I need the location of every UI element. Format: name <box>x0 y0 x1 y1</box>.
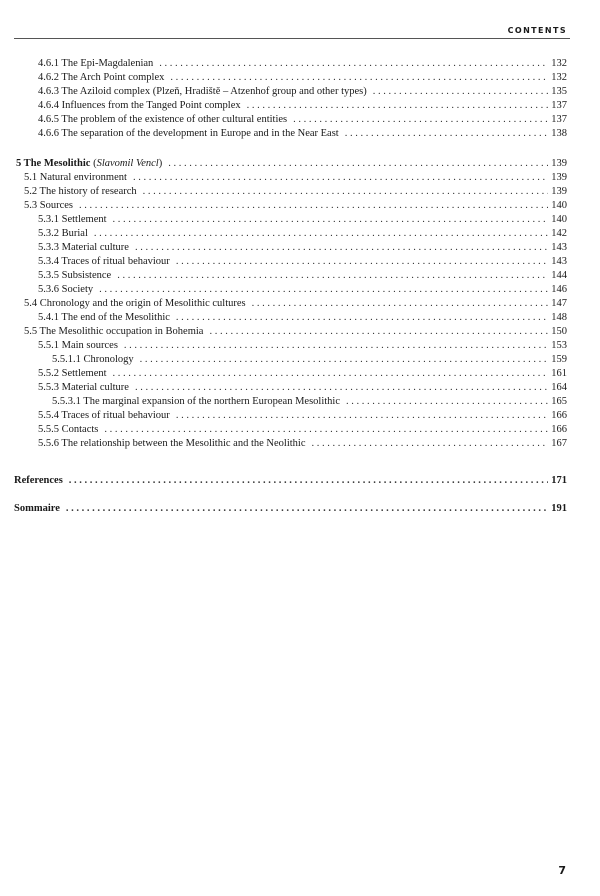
toc-entry-page: 161 <box>551 368 567 379</box>
toc-entry-label: 5.4.1 The end of the Mesolithic <box>38 312 170 323</box>
dot-leader <box>252 297 549 311</box>
dot-leader <box>140 353 549 367</box>
toc-entry-page: 164 <box>551 382 567 393</box>
toc-entry-page: 139 <box>551 172 567 183</box>
toc-entry-5-5-3-1 <box>52 395 567 409</box>
toc-entry-5-5-1-1 <box>52 353 567 367</box>
toc-entry-label: 5.4 Chronology and the origin of Mesolithic cultures <box>24 298 246 309</box>
dot-leader <box>346 395 548 409</box>
toc-entry-5-3-1 <box>38 213 567 227</box>
toc-entry-page: 191 <box>551 503 567 514</box>
dot-leader <box>66 502 548 516</box>
toc-entry-page: 148 <box>551 312 567 323</box>
toc-entry-label: 5 The Mesolithic (Slavomil Vencl) <box>16 158 163 169</box>
toc-entry-page: 137 <box>551 114 567 125</box>
toc-entry-5-5-2 <box>38 367 567 381</box>
toc-entry-page: 138 <box>551 128 567 139</box>
toc-entry-4-6-4 <box>38 99 567 113</box>
toc-entry-label: 4.6.5 The problem of the existence of other cultural entities <box>38 114 288 125</box>
toc-entry-page: 165 <box>551 396 567 407</box>
toc-entry-label: 5.5.2 Settlement <box>38 368 107 379</box>
toc-entry-5-4-1 <box>38 311 567 325</box>
toc-entry-4-6-3 <box>38 85 567 99</box>
toc-entry-page: 150 <box>551 326 567 337</box>
toc-entry-page: 140 <box>551 200 567 211</box>
dot-leader <box>79 199 548 213</box>
chapter-title: 5 The Mesolithic <box>16 158 94 169</box>
toc-entry-page: 140 <box>551 214 567 225</box>
dot-leader <box>170 71 548 85</box>
toc-entry-5-3-3 <box>38 241 567 255</box>
toc-entry-5-5-6 <box>38 437 567 451</box>
toc-entry-5-3-6 <box>38 283 567 297</box>
dot-leader <box>143 185 549 199</box>
toc-entry-page: 166 <box>551 410 567 421</box>
toc-entry-label: 5.3.6 Society <box>38 284 94 295</box>
dot-leader <box>247 99 549 113</box>
toc-entry-page: 167 <box>551 438 567 449</box>
toc-entry-5-5-1 <box>38 339 567 353</box>
toc-entry-label: 5.3 Sources <box>24 200 73 211</box>
toc-entry-label: References <box>14 475 63 486</box>
toc-entry-page: 171 <box>551 475 567 486</box>
toc-entry-4-6-2 <box>38 71 567 85</box>
dot-leader <box>135 241 548 255</box>
toc-entry-page: 144 <box>551 270 567 281</box>
toc-entry-label: 5.3.1 Settlement <box>38 214 107 225</box>
toc-entry-label: 5.5 The Mesolithic occupation in Bohemia <box>24 326 204 337</box>
dot-leader <box>94 227 548 241</box>
toc-entry-page: 132 <box>551 58 567 69</box>
toc-entry-5-5 <box>24 325 567 339</box>
dot-leader <box>113 367 549 381</box>
dot-leader <box>176 255 548 269</box>
toc-entry-5-3-5 <box>38 269 567 283</box>
dot-leader <box>293 113 548 127</box>
toc-entry-5-2 <box>24 185 567 199</box>
toc-entry-label: 5.3.4 Traces of ritual behaviour <box>38 256 170 267</box>
chapter-author: Slavomil Vencl <box>96 158 159 169</box>
toc-chapter-5 <box>16 157 567 171</box>
page-number: 7 <box>558 864 566 877</box>
toc-entry-page: 139 <box>551 158 567 169</box>
toc-entry-page: 137 <box>551 100 567 111</box>
toc-references <box>14 474 567 488</box>
toc-entry-label: 4.6.6 The separation of the development in Europe and in the Near East <box>38 128 339 139</box>
toc-entry-label: 5.5.5 Contacts <box>38 424 99 435</box>
toc-entry-page: 147 <box>551 298 567 309</box>
toc-entry-label: 5.5.3.1 The marginal expansion of the northern European Mesolithic <box>52 396 341 407</box>
toc-entry-label: 4.6.4 Influences from the Tanged Point complex <box>38 100 241 111</box>
toc-entry-4-6-5 <box>38 113 567 127</box>
toc-entry-5-3-4 <box>38 255 567 269</box>
dot-leader <box>176 409 548 423</box>
toc-entry-page: 159 <box>551 354 567 365</box>
dot-leader <box>133 171 548 185</box>
dot-leader <box>104 423 548 437</box>
toc-entry-page: 132 <box>551 72 567 83</box>
toc-sommaire <box>14 502 567 516</box>
toc-entry-label: 5.3.2 Burial <box>38 228 88 239</box>
toc-entry-label: 5.3.5 Subsistence <box>38 270 112 281</box>
toc-entry-5-4 <box>24 297 567 311</box>
toc-entry-page: 142 <box>551 228 567 239</box>
toc-entry-label: 5.2 The history of research <box>24 186 137 197</box>
toc-entry-label: 5.5.1.1 Chronology <box>52 354 134 365</box>
toc-entry-label: 5.5.4 Traces of ritual behaviour <box>38 410 170 421</box>
toc-entry-page: 143 <box>551 256 567 267</box>
toc-entry-5-3 <box>24 199 567 213</box>
dot-leader <box>209 325 548 339</box>
toc-entry-label: 5.3.3 Material culture <box>38 242 129 253</box>
toc-entry-5-1 <box>24 171 567 185</box>
toc-entry-5-5-3 <box>38 381 567 395</box>
toc-entry-page: 146 <box>551 284 567 295</box>
toc-entry-page: 139 <box>551 186 567 197</box>
toc-entry-label: Sommaire <box>14 503 60 514</box>
dot-leader <box>69 474 548 488</box>
toc-entry-label: 5.5.1 Main sources <box>38 340 118 351</box>
toc-entry-label: 5.5.6 The relationship between the Mesolithic and the Neolithic <box>38 438 306 449</box>
dot-leader <box>168 157 548 171</box>
toc-entry-page: 153 <box>551 340 567 351</box>
dot-leader <box>373 85 549 99</box>
dot-leader <box>345 127 549 141</box>
toc-entry-page: 135 <box>551 86 567 97</box>
toc-entry-4-6-6 <box>38 127 567 141</box>
dot-leader <box>124 339 548 353</box>
toc-entry-4-6-1 <box>38 57 567 71</box>
running-head: CONTENTS <box>507 26 567 35</box>
toc-entry-label: 4.6.3 The Aziloid complex (Plzeň, Hradiště – Atzenhof group and other types) <box>38 86 367 97</box>
toc-entry-page: 143 <box>551 242 567 253</box>
dot-leader <box>312 437 549 451</box>
toc-entry-label: 5.1 Natural environment <box>24 172 127 183</box>
dot-leader <box>117 269 548 283</box>
toc-entry-5-3-2 <box>38 227 567 241</box>
toc-entry-5-5-4 <box>38 409 567 423</box>
toc-entry-label: 4.6.1 The Epi-Magdalenian <box>38 58 154 69</box>
toc-entry-label: 4.6.2 The Arch Point complex <box>38 72 165 83</box>
toc-entry-5-5-5 <box>38 423 567 437</box>
toc-entry-label: 5.5.3 Material culture <box>38 382 129 393</box>
dot-leader <box>159 57 548 71</box>
dot-leader <box>113 213 549 227</box>
dot-leader <box>99 283 548 297</box>
dot-leader <box>176 311 548 325</box>
dot-leader <box>135 381 548 395</box>
toc-entry-page: 166 <box>551 424 567 435</box>
